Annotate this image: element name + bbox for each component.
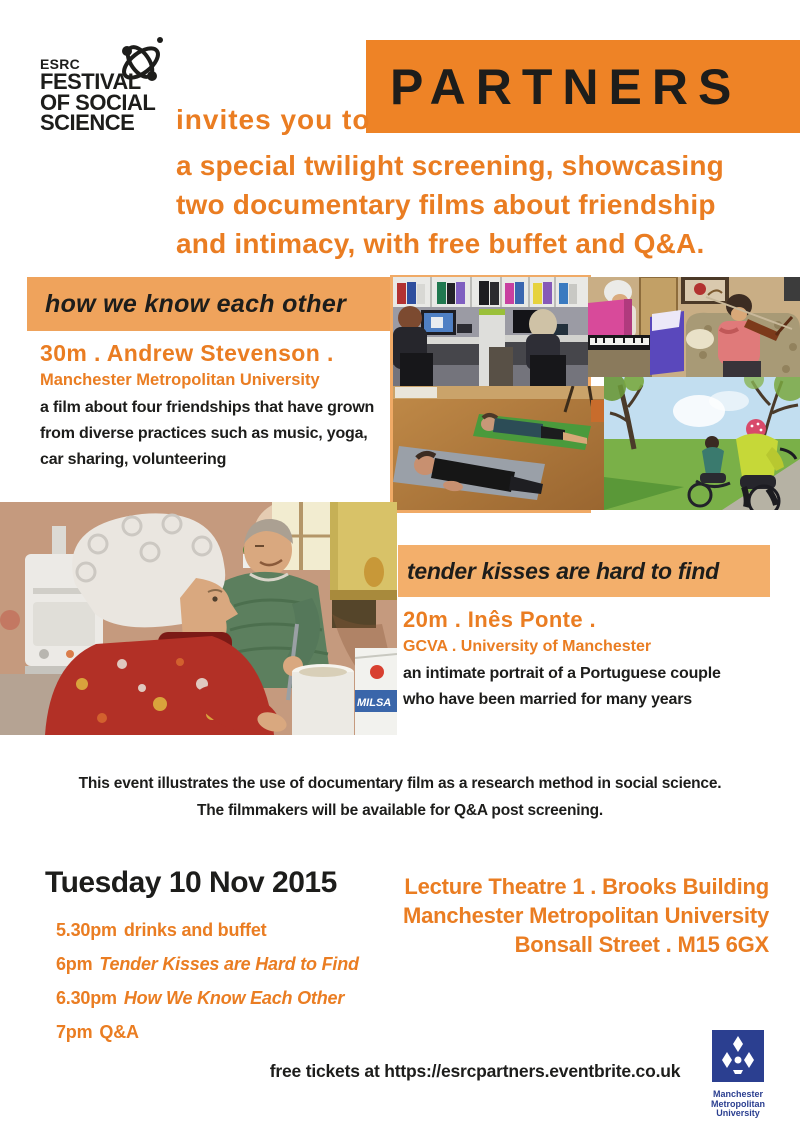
- milsa-carton-label: MILSA: [357, 697, 392, 709]
- park-cycling-photo: [604, 377, 800, 515]
- film2-affiliation: GCVA . University of Manchester: [403, 638, 652, 655]
- film1-title-banner: [27, 277, 398, 331]
- mmu-crest-icon: [712, 1030, 764, 1082]
- film1-title: how we know each other: [45, 290, 347, 318]
- film1-description: [40, 395, 374, 473]
- schedule-time: 5.30pm: [56, 920, 117, 940]
- film2-description: [403, 661, 721, 713]
- film1-credit: 30m . Andrew Stevenson .: [40, 340, 334, 366]
- elderly-couple-kitchen-photo: [0, 502, 397, 740]
- schedule-label: drinks and buffet: [123, 920, 267, 940]
- schedule-item: [56, 920, 359, 941]
- mmu-logo-text: Manchester Metropolitan University: [711, 1089, 765, 1118]
- tickets-url-text: free tickets at https://esrcpartners.eventbrite.co.uk: [269, 1061, 681, 1081]
- schedule-list: [56, 920, 359, 1056]
- schedule-item: [56, 988, 359, 1009]
- intro-line: two documentary films about friendship: [176, 189, 716, 220]
- yoga-relaxation-photo: [393, 386, 604, 515]
- schedule-label: Tender Kisses are Hard to Find: [99, 954, 359, 974]
- schedule-time: 7pm: [56, 1022, 93, 1042]
- film2-title-banner: [398, 545, 770, 597]
- film2-title: tender kisses are hard to find: [407, 558, 719, 584]
- film2-description-line: who have been married for many years: [403, 691, 692, 708]
- invite-lead-text: invites you to: [176, 104, 371, 135]
- film2-credit: 20m . Inês Ponte .: [403, 607, 597, 632]
- venue-line: Lecture Theatre 1 . Brooks Building: [404, 874, 769, 899]
- partners-title-banner: [366, 40, 800, 133]
- schedule-time: 6pm: [56, 954, 93, 974]
- intro-line: and intimacy, with free buffet and Q&A.: [176, 228, 705, 259]
- schedule-item: [56, 1022, 359, 1043]
- film2-description-line: an intimate portrait of a Portuguese couple: [403, 665, 721, 682]
- venue-line: Bonsall Street . M15 6GX: [514, 932, 769, 957]
- film1-affiliation: Manchester Metropolitan University: [40, 371, 320, 389]
- schedule-item: [56, 954, 359, 975]
- venue-address: [403, 872, 769, 959]
- film1-description-line: car sharing, volunteering: [40, 451, 227, 468]
- intro-text: [176, 146, 724, 263]
- esrc-logo-line: SCIENCE: [40, 110, 135, 135]
- esrc-logo-line: FESTIVAL: [40, 69, 141, 94]
- schedule-label: Q&A: [99, 1022, 139, 1042]
- violin-keyboard-duo-photo: [588, 277, 800, 382]
- office-coworkers-photo: [393, 277, 588, 391]
- event-note: [0, 770, 800, 824]
- schedule-time: 6.30pm: [56, 988, 117, 1008]
- event-note-line: The filmmakers will be available for Q&A post screening.: [197, 802, 603, 819]
- esrc-logo-line: ESRC: [40, 56, 81, 72]
- venue-line: Manchester Metropolitan University: [402, 903, 769, 928]
- film1-description-line: from diverse practices such as music, yoga,: [40, 425, 368, 442]
- event-note-line: This event illustrates the use of documentary film as a research method in social science.: [78, 775, 722, 792]
- intro-line: a special twilight screening, showcasing: [176, 150, 724, 181]
- poster-title: PARTNERS: [390, 59, 742, 115]
- mmu-logo: [700, 1030, 776, 1119]
- atom-orbit-icon: [112, 33, 170, 96]
- schedule-label: How We Know Each Other: [123, 988, 345, 1008]
- event-date: Tuesday 10 Nov 2015: [45, 866, 337, 899]
- esrc-logo-line: OF SOCIAL: [40, 89, 156, 115]
- film1-description-line: a film about four friendships that have grown: [40, 399, 375, 416]
